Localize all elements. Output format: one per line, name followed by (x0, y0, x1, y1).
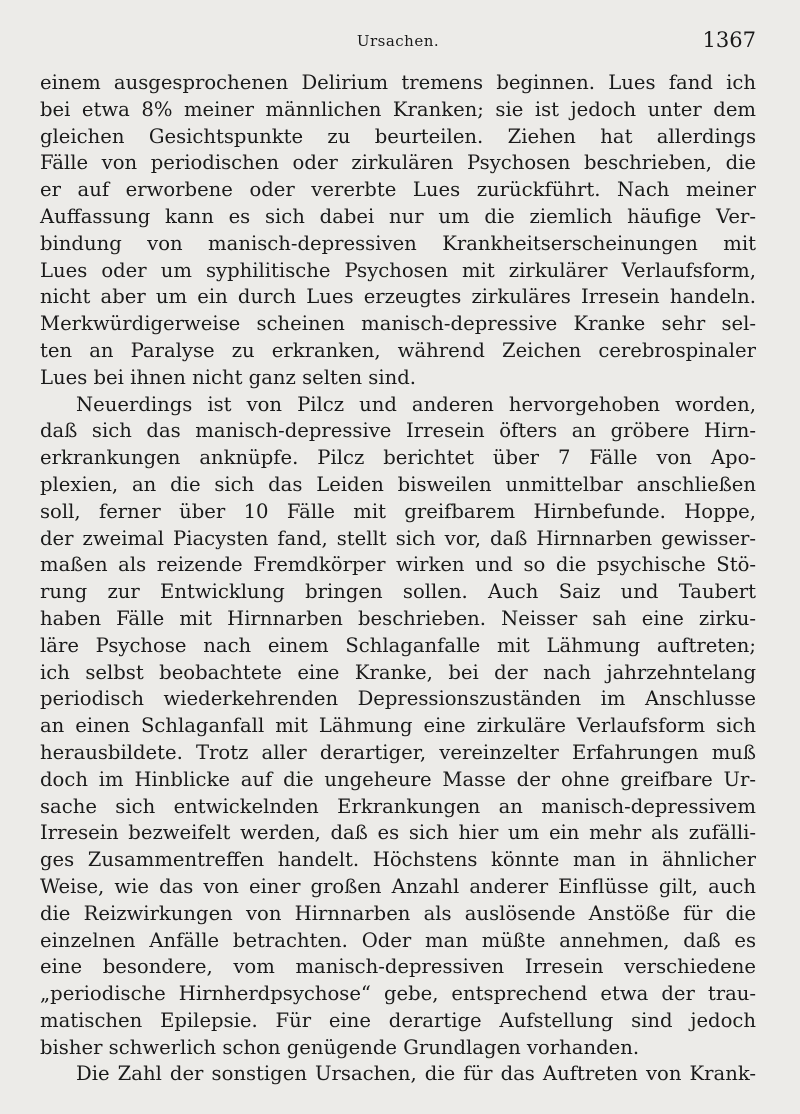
text-line: Die Zahl der sonstigen Ursachen, die für das Auftreten von Krank- (76, 1062, 756, 1086)
paragraph (40, 70, 756, 392)
page-number: 1367 (702, 28, 756, 52)
text-line: er auf erworbene oder vererbte Lues zurückführt. Nach meiner (40, 178, 756, 202)
paragraph (40, 392, 756, 1062)
running-head: Ursachen. (356, 32, 440, 50)
text-line: bisher schwerlich schon genügende Grundlagen vorhanden. (40, 1035, 640, 1059)
text-line: an einen Schlaganfall mit Lähmung eine zirkuläre Verlaufsform sich (40, 714, 756, 738)
paragraph (40, 1061, 756, 1088)
text-line: periodisch wiederkehrenden Depressionszuständen im Anschlusse (40, 687, 756, 711)
text-line: doch im Hinblicke auf die ungeheure Masse der ohne greifbare Ur- (40, 767, 756, 791)
text-line: maßen als reizende Fremdkörper wirken und so die psychische Stö- (40, 553, 756, 577)
text-line: bei etwa 8% meiner männlichen Kranken; sie ist jedoch unter dem (40, 97, 756, 121)
text-line: soll, ferner über 10 Fälle mit greifbarem Hirnbefunde. Hoppe, (40, 499, 756, 523)
text-line: gleichen Gesichtspunkte zu beurteilen. Ziehen hat allerdings (40, 124, 756, 148)
text-line: erkrankungen anknüpfe. Pilcz berichtet über 7 Fälle von Apo- (40, 446, 756, 470)
text-line: ten an Paralyse zu erkranken, während Zeichen cerebrospinaler (40, 338, 756, 362)
text-line: Lues oder um syphilitische Psychosen mit zirkulärer Verlaufsform, (40, 258, 756, 282)
text-line: eine besondere, vom manisch-depressiven Irresein verschiedene (40, 955, 756, 979)
text-line: Weise, wie das von einer großen Anzahl anderer Einflüsse gilt, auch (40, 874, 756, 898)
page-header (40, 26, 756, 56)
text-line: Neuerdings ist von Pilcz und anderen hervorgehoben worden, (76, 392, 756, 416)
text-line: sache sich entwickelnden Erkrankungen an manisch-depressivem (40, 794, 756, 818)
text-line: läre Psychose nach einem Schlaganfalle mit Lähmung auftreten; (40, 633, 756, 657)
text-line: die Reizwirkungen von Hirnnarben als auslösende Anstöße für die (40, 901, 756, 925)
text-line: haben Fälle mit Hirnnarben beschrieben. Neisser sah eine zirku- (40, 606, 756, 630)
text-line: einem ausgesprochenen Delirium tremens beginnen. Lues fand ich (40, 71, 756, 94)
text-line: Irresein bezweifelt werden, daß es sich hier um ein mehr als zufälli- (40, 821, 756, 845)
text-line: Auffassung kann es sich dabei nur um die ziemlich häufige Ver- (40, 204, 756, 228)
text-line: matischen Epilepsie. Für eine derartige Aufstellung sind jedoch (40, 1008, 756, 1032)
text-line: Fälle von periodischen oder zirkulären Psychosen beschrieben, die (40, 151, 756, 175)
text-line: ges Zusammentreffen handelt. Höchstens könnte man in ähnlicher (40, 848, 756, 872)
text-line: ich selbst beobachtete eine Kranke, bei der nach jahrzehntelang (40, 660, 756, 684)
text-line: plexien, an die sich das Leiden bisweilen unmittelbar anschließen (40, 472, 756, 496)
text-line: daß sich das manisch-depressive Irresein öfters an gröbere Hirn- (40, 419, 756, 443)
text-line: der zweimal Piacysten fand, stellt sich vor, daß Hirnnarben gewisser- (40, 526, 756, 550)
body-text (40, 70, 756, 1088)
text-line: herausbildete. Trotz aller derartiger, vereinzelter Erfahrungen muß (40, 740, 756, 764)
text-line: einzelnen Anfälle betrachten. Oder man müßte annehmen, daß es (40, 928, 756, 952)
text-line: Lues bei ihnen nicht ganz selten sind. (40, 365, 417, 389)
text-line: bindung von manisch-depressiven Krankheitserscheinungen mit (40, 231, 756, 255)
text-line: nicht aber um ein durch Lues erzeugtes zirkuläres Irresein handeln. (40, 285, 756, 309)
text-line: „periodische Hirnherdpsychose“ gebe, entsprechend etwa der trau- (40, 982, 756, 1006)
text-line: Merkwürdigerweise scheinen manisch-depressive Kranke sehr sel- (40, 312, 756, 336)
text-line: rung zur Entwicklung bringen sollen. Auch Saiz und Taubert (40, 580, 756, 604)
